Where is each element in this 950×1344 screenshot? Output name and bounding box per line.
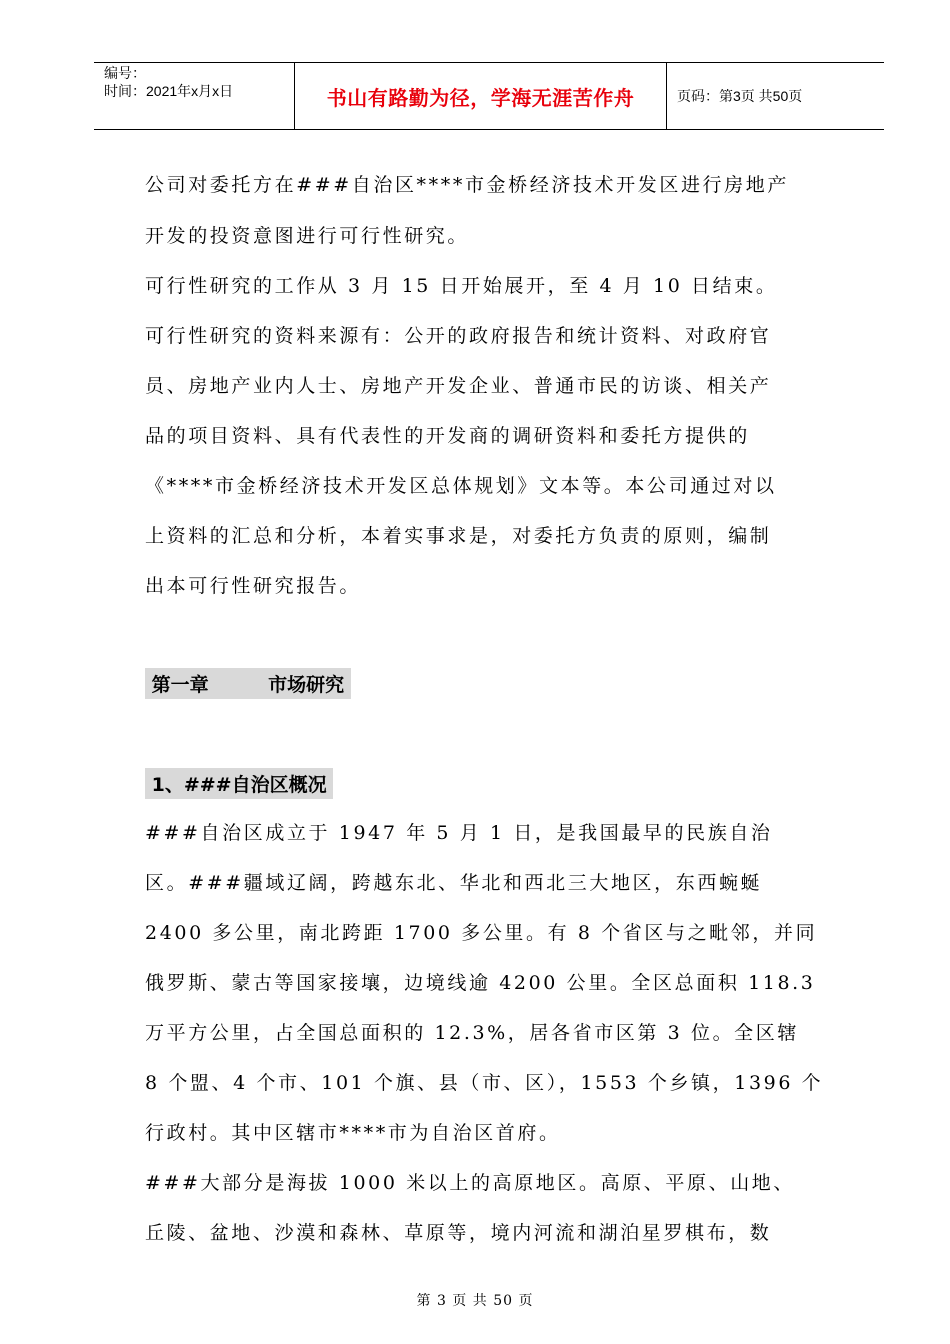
text-line: 上资料的汇总和分析，本着实事求是，对委托方负责的原则，编制 (145, 525, 772, 547)
header-page-info: 页码：第3页 共50页 (677, 87, 803, 104)
text-line: 可行性研究的工作从 3 月 15 日开始展开，至 4 月 10 日结束。 (145, 275, 778, 297)
text-line: ###大部分是海拔 1000 米以上的高原地区。高原、平原、山地、 (145, 1172, 795, 1194)
text-line: 2400 多公里，南北跨距 1700 多公里。有 8 个省区与之毗邻，并同 (145, 922, 818, 944)
text-line: 品的项目资料、具有代表性的开发商的调研资料和委托方提供的 (145, 425, 750, 447)
text-line: 出本可行性研究报告。 (145, 575, 362, 597)
section-heading: 1、###自治区概况 (145, 768, 333, 799)
text-line: 公司对委托方在###自治区****市金桥经济技术开发区进行房地产 (145, 174, 789, 196)
text-line: 丘陵、盆地、沙漠和森林、草原等，境内河流和湖泊星罗棋布，数 (145, 1222, 772, 1244)
text-line: 员、房地产业内人士、房地产开发企业、普通市民的访谈、相关产 (145, 375, 772, 397)
document-time-label: 时间：2021年x月x日 (104, 83, 234, 99)
text-line: 8 个盟、4 个市、101 个旗、县（市、区），1553 个乡镇，1396 个 (145, 1072, 824, 1094)
text-line: 万平方公里，占全国总面积的 12.3%，居各省市区第 3 位。全区辖 (145, 1022, 799, 1044)
text-line: ###自治区成立于 1947 年 5 月 1 日，是我国最早的民族自治 (145, 822, 773, 844)
text-line: 可行性研究的资料来源有：公开的政府报告和统计资料、对政府官 (145, 325, 772, 347)
text-line: 行政村。其中区辖市****市为自治区首府。 (145, 1122, 561, 1144)
page-footer: 第 3 页 共 50 页 (416, 1293, 534, 1309)
header-motto: 书山有路勤为径，学海无涯苦作舟 (326, 85, 635, 110)
text-line: 《****市金桥经济技术开发区总体规划》文本等。本公司通过对以 (145, 475, 777, 497)
header-meta-cell (94, 63, 295, 129)
header-motto-cell (295, 63, 667, 129)
header-page-cell (667, 63, 884, 129)
chapter-heading: 第一章 市场研究 (145, 668, 351, 699)
text-line: 开发的投资意图进行可行性研究。 (145, 225, 470, 247)
text-line: 俄罗斯、蒙古等国家接壤，边境线逾 4200 公里。全区总面积 118.3 (145, 972, 816, 994)
document-number-label: 编号： (104, 65, 146, 81)
page-header (94, 62, 884, 130)
text-line: 区。###疆域辽阔，跨越东北、华北和西北三大地区，东西蜿蜒 (145, 872, 763, 894)
